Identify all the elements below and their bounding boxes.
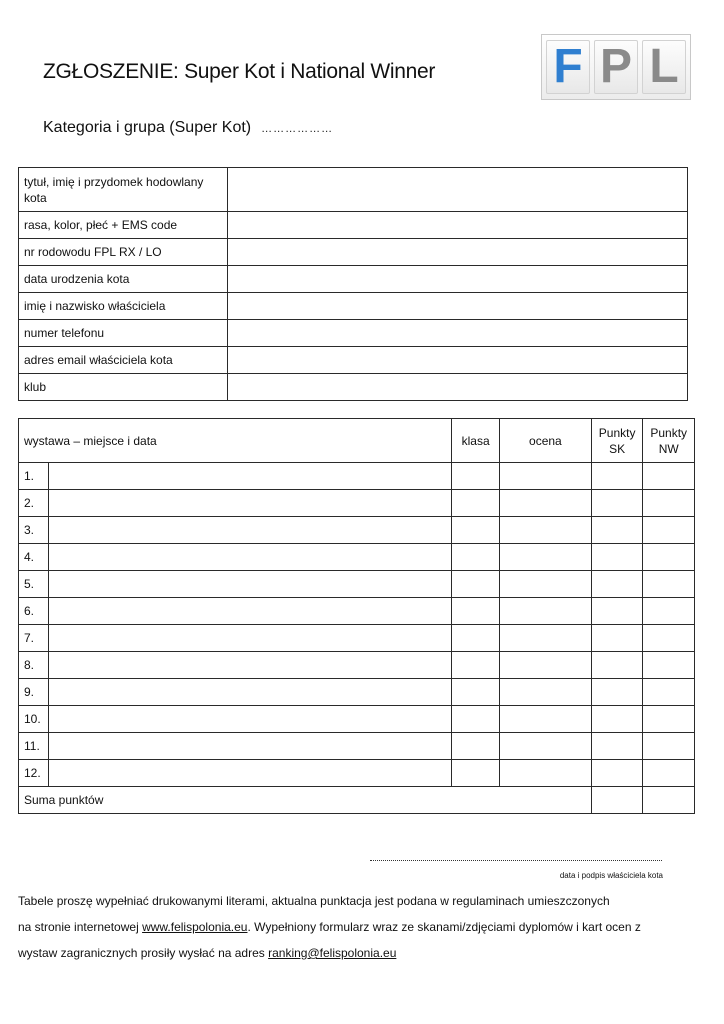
points-sk-field[interactable] bbox=[591, 652, 643, 679]
row-number: 6. bbox=[19, 598, 49, 625]
show-row bbox=[19, 625, 695, 652]
points-sk-field[interactable] bbox=[591, 463, 643, 490]
info-row bbox=[19, 347, 688, 374]
row-number: 2. bbox=[19, 490, 49, 517]
header-class: klasa bbox=[452, 419, 500, 463]
sum-label: Suma punktów bbox=[19, 787, 592, 814]
info-label: imię i nazwisko właściciela bbox=[19, 293, 228, 320]
score-field[interactable] bbox=[499, 463, 591, 490]
points-sk-field[interactable] bbox=[591, 625, 643, 652]
info-row bbox=[19, 212, 688, 239]
points-sk-field[interactable] bbox=[591, 760, 643, 787]
score-field[interactable] bbox=[499, 679, 591, 706]
points-sk-field[interactable] bbox=[591, 571, 643, 598]
score-field[interactable] bbox=[499, 517, 591, 544]
instructions-line-3: wystaw zagranicznych prosiły wysłać na adres ranking@felispolonia.eu bbox=[18, 946, 397, 960]
score-field[interactable] bbox=[499, 625, 591, 652]
info-field[interactable] bbox=[228, 374, 688, 401]
show-row bbox=[19, 544, 695, 571]
show-field[interactable] bbox=[48, 571, 451, 598]
show-row bbox=[19, 517, 695, 544]
points-nw-field[interactable] bbox=[643, 652, 695, 679]
header-show: wystawa – miejsce i data bbox=[19, 419, 452, 463]
info-field[interactable] bbox=[228, 168, 688, 212]
sum-row bbox=[19, 787, 695, 814]
class-field[interactable] bbox=[452, 598, 500, 625]
shows-table bbox=[18, 418, 695, 814]
info-row bbox=[19, 266, 688, 293]
info-label: adres email właściciela kota bbox=[19, 347, 228, 374]
show-row bbox=[19, 679, 695, 706]
info-label: rasa, kolor, płeć + EMS code bbox=[19, 212, 228, 239]
row-number: 9. bbox=[19, 679, 49, 706]
category-line bbox=[43, 119, 333, 137]
info-field[interactable] bbox=[228, 293, 688, 320]
class-field[interactable] bbox=[452, 517, 500, 544]
header-points-nw: Punkty NW bbox=[643, 419, 695, 463]
score-field[interactable] bbox=[499, 571, 591, 598]
header-points-sk: Punkty SK bbox=[591, 419, 643, 463]
info-label: nr rodowodu FPL RX / LO bbox=[19, 239, 228, 266]
points-nw-field[interactable] bbox=[643, 544, 695, 571]
show-row bbox=[19, 571, 695, 598]
signature-line[interactable] bbox=[370, 860, 662, 861]
row-number: 1. bbox=[19, 463, 49, 490]
show-row bbox=[19, 706, 695, 733]
logo-letter-f: F bbox=[546, 40, 590, 94]
score-field[interactable] bbox=[499, 490, 591, 517]
info-field[interactable] bbox=[228, 266, 688, 293]
info-field[interactable] bbox=[228, 347, 688, 374]
info-label: data urodzenia kota bbox=[19, 266, 228, 293]
points-sk-field[interactable] bbox=[591, 544, 643, 571]
row-number: 11. bbox=[19, 733, 49, 760]
email-link[interactable]: ranking@felispolonia.eu bbox=[268, 946, 397, 960]
info-row bbox=[19, 320, 688, 347]
score-field[interactable] bbox=[499, 733, 591, 760]
logo-letter-p: P bbox=[594, 40, 638, 94]
show-field[interactable] bbox=[48, 652, 451, 679]
score-field[interactable] bbox=[499, 652, 591, 679]
instructions bbox=[18, 888, 708, 966]
score-field[interactable] bbox=[499, 760, 591, 787]
score-field[interactable] bbox=[499, 544, 591, 571]
page-title: ZGŁOSZENIE: Super Kot i National Winner bbox=[43, 60, 436, 83]
class-field[interactable] bbox=[452, 571, 500, 598]
show-field[interactable] bbox=[48, 544, 451, 571]
instructions-line-1: Tabele proszę wypełniać drukowanymi literami, aktualna punktacja jest podana w regulaminach umieszczonych bbox=[18, 894, 610, 908]
show-row bbox=[19, 760, 695, 787]
class-field[interactable] bbox=[452, 625, 500, 652]
fpl-logo bbox=[541, 34, 691, 100]
header-score: ocena bbox=[499, 419, 591, 463]
info-row bbox=[19, 374, 688, 401]
class-field[interactable] bbox=[452, 490, 500, 517]
logo-letter-l: L bbox=[642, 40, 686, 94]
show-row bbox=[19, 463, 695, 490]
website-link[interactable]: www.felispolonia.eu bbox=[142, 920, 248, 934]
points-sk-field[interactable] bbox=[591, 706, 643, 733]
info-field[interactable] bbox=[228, 320, 688, 347]
show-field[interactable] bbox=[48, 463, 451, 490]
show-field[interactable] bbox=[48, 679, 451, 706]
row-number: 3. bbox=[19, 517, 49, 544]
points-sk-field[interactable] bbox=[591, 679, 643, 706]
row-number: 10. bbox=[19, 706, 49, 733]
category-label: Kategoria i grupa (Super Kot) bbox=[43, 119, 252, 136]
shows-header-row bbox=[19, 419, 695, 463]
info-row bbox=[19, 168, 688, 212]
show-row bbox=[19, 733, 695, 760]
points-nw-field[interactable] bbox=[643, 517, 695, 544]
row-number: 4. bbox=[19, 544, 49, 571]
class-field[interactable] bbox=[452, 544, 500, 571]
class-field[interactable] bbox=[452, 463, 500, 490]
points-sk-field[interactable] bbox=[591, 733, 643, 760]
points-nw-field[interactable] bbox=[643, 598, 695, 625]
points-sk-field[interactable] bbox=[591, 490, 643, 517]
info-label: klub bbox=[19, 374, 228, 401]
class-field[interactable] bbox=[452, 733, 500, 760]
points-nw-field[interactable] bbox=[643, 679, 695, 706]
info-row bbox=[19, 239, 688, 266]
show-field[interactable] bbox=[48, 598, 451, 625]
signature-label: data i podpis właściciela kota bbox=[559, 871, 663, 880]
sum-nw-field[interactable] bbox=[643, 787, 695, 814]
score-field[interactable] bbox=[499, 706, 591, 733]
row-number: 12. bbox=[19, 760, 49, 787]
points-nw-field[interactable] bbox=[643, 490, 695, 517]
points-nw-field[interactable] bbox=[643, 760, 695, 787]
show-field[interactable] bbox=[48, 517, 451, 544]
row-number: 5. bbox=[19, 571, 49, 598]
points-nw-field[interactable] bbox=[643, 706, 695, 733]
info-label: tytuł, imię i przydomek hodowlany kota bbox=[19, 168, 228, 212]
info-row bbox=[19, 293, 688, 320]
show-row bbox=[19, 598, 695, 625]
info-field[interactable] bbox=[228, 239, 688, 266]
points-sk-field[interactable] bbox=[591, 517, 643, 544]
show-row bbox=[19, 652, 695, 679]
info-label: numer telefonu bbox=[19, 320, 228, 347]
points-nw-field[interactable] bbox=[643, 733, 695, 760]
class-field[interactable] bbox=[452, 706, 500, 733]
show-field[interactable] bbox=[48, 706, 451, 733]
score-field[interactable] bbox=[499, 598, 591, 625]
show-field[interactable] bbox=[48, 733, 451, 760]
show-field[interactable] bbox=[48, 625, 451, 652]
points-nw-field[interactable] bbox=[643, 463, 695, 490]
instructions-line-2: na stronie internetowej www.felispolonia.eu. Wypełniony formularz wraz ze skanami/zdjęciami dyplomów i kart ocen z bbox=[18, 920, 641, 934]
show-field[interactable] bbox=[48, 760, 451, 787]
show-row bbox=[19, 490, 695, 517]
row-number: 8. bbox=[19, 652, 49, 679]
category-blank: ……………… bbox=[261, 123, 334, 135]
sum-sk-field[interactable] bbox=[591, 787, 643, 814]
class-field[interactable] bbox=[452, 652, 500, 679]
points-nw-field[interactable] bbox=[643, 625, 695, 652]
class-field[interactable] bbox=[452, 760, 500, 787]
info-field[interactable] bbox=[228, 212, 688, 239]
points-nw-field[interactable] bbox=[643, 571, 695, 598]
cat-info-table bbox=[18, 167, 688, 401]
show-field[interactable] bbox=[48, 490, 451, 517]
points-sk-field[interactable] bbox=[591, 598, 643, 625]
row-number: 7. bbox=[19, 625, 49, 652]
class-field[interactable] bbox=[452, 679, 500, 706]
